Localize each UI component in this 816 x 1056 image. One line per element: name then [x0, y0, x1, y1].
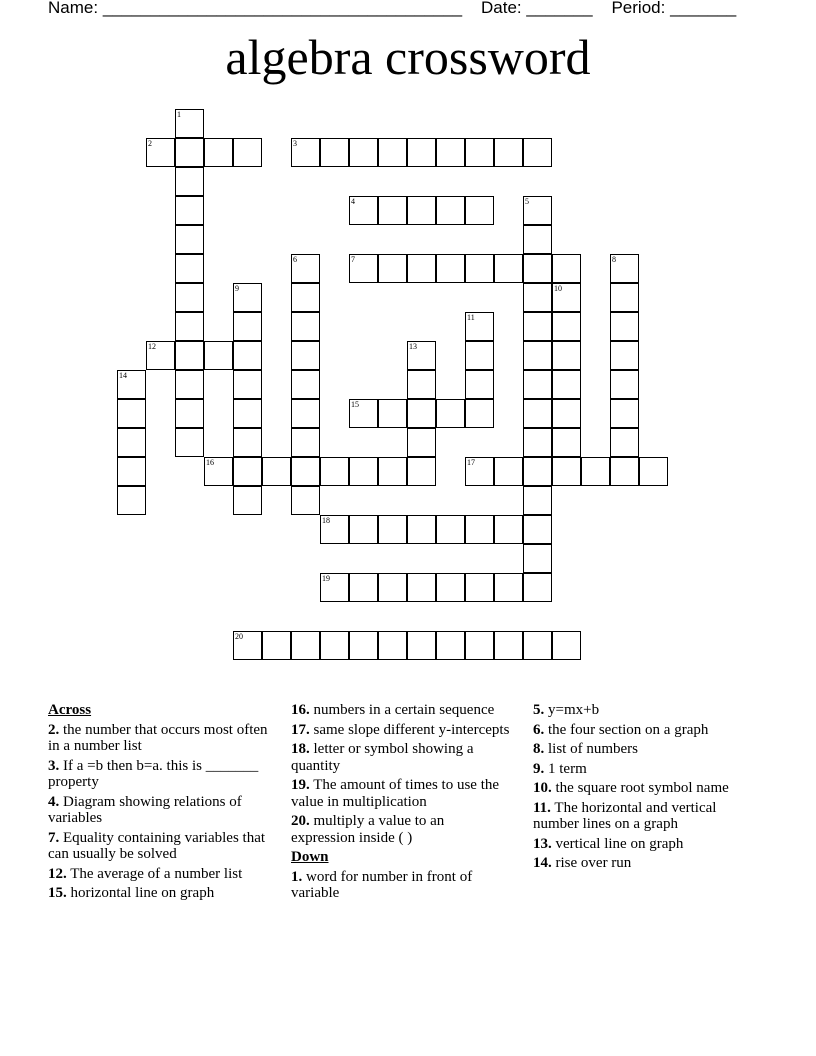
- clue-number: 8: [612, 255, 616, 264]
- clue-item-number: 7.: [48, 829, 60, 846]
- crossword-cell[interactable]: [349, 515, 378, 544]
- clue-item: [533, 800, 755, 833]
- crossword-cell[interactable]: [204, 457, 233, 486]
- clue-item-text: numbers in a certain sequence: [313, 702, 495, 718]
- clue-item-number: 2.: [48, 721, 60, 738]
- clue-item-text: If a =b then b=a. this is _______ property: [48, 757, 259, 790]
- crossword-cell[interactable]: [175, 109, 204, 138]
- clue-item: [48, 885, 268, 902]
- crossword-cell[interactable]: [523, 457, 552, 486]
- clue-number: 15: [351, 400, 359, 409]
- name-line[interactable]: ______________________________________: [102, 0, 463, 17]
- crossword-cell[interactable]: [291, 341, 320, 370]
- crossword-cell[interactable]: [465, 457, 494, 486]
- crossword-cell[interactable]: [291, 370, 320, 399]
- crossword-cell[interactable]: [465, 196, 494, 225]
- crossword-cell[interactable]: [146, 341, 175, 370]
- clue-item-text: vertical line on graph: [555, 835, 684, 852]
- clue-item: [48, 866, 268, 883]
- crossword-cell[interactable]: [610, 457, 639, 486]
- clue-item-number: 15.: [48, 885, 67, 901]
- crossword-cell[interactable]: [262, 631, 291, 660]
- crossword-cell[interactable]: [233, 457, 262, 486]
- clue-number: 2: [148, 139, 152, 148]
- clue-item-number: 13.: [533, 835, 552, 852]
- clue-item: [533, 836, 755, 853]
- crossword-cell[interactable]: [610, 254, 639, 283]
- crossword-cell[interactable]: [320, 631, 349, 660]
- crossword-cell[interactable]: [465, 631, 494, 660]
- crossword-cell[interactable]: [233, 631, 262, 660]
- crossword-cell[interactable]: [465, 399, 494, 428]
- crossword-cell[interactable]: [523, 312, 552, 341]
- clue-item: [533, 855, 755, 872]
- clue-item-text: Equality containing variables that can usually be solved: [48, 829, 266, 862]
- crossword-cell[interactable]: [465, 312, 494, 341]
- clue-item-text: the square root symbol name: [555, 780, 729, 796]
- crossword-cell[interactable]: [349, 254, 378, 283]
- crossword-cell[interactable]: [291, 486, 320, 515]
- crossword-cell[interactable]: [552, 428, 581, 457]
- crossword-cell[interactable]: [349, 196, 378, 225]
- clue-item: [48, 722, 268, 755]
- clue-item: [533, 702, 755, 719]
- crossword-cell[interactable]: [523, 283, 552, 312]
- crossword-cell[interactable]: [552, 370, 581, 399]
- crossword-cell[interactable]: [175, 254, 204, 283]
- crossword-cell[interactable]: [523, 225, 552, 254]
- across-heading: Across: [48, 702, 92, 718]
- crossword-cell[interactable]: [610, 399, 639, 428]
- crossword-cell[interactable]: [175, 225, 204, 254]
- page-title: algebra crossword: [225, 29, 591, 85]
- clue-item-number: 6.: [533, 721, 545, 738]
- clue-item: [291, 702, 511, 719]
- clue-number: 20: [235, 632, 243, 641]
- clue-item-text: the four section on a graph: [548, 721, 709, 738]
- crossword-cell[interactable]: [523, 399, 552, 428]
- crossword-cell[interactable]: [494, 573, 523, 602]
- crossword-cell[interactable]: [175, 283, 204, 312]
- crossword-cell[interactable]: [407, 254, 436, 283]
- crossword-cell[interactable]: [523, 544, 552, 573]
- crossword-cell[interactable]: [552, 254, 581, 283]
- crossword-cell[interactable]: [523, 486, 552, 515]
- crossword-cell[interactable]: [378, 631, 407, 660]
- crossword-cell[interactable]: [233, 486, 262, 515]
- clue-number: 17: [467, 458, 475, 467]
- crossword-cell[interactable]: [581, 457, 610, 486]
- crossword-cell[interactable]: [494, 457, 523, 486]
- crossword-cell[interactable]: [494, 631, 523, 660]
- clue-item-text: The average of a number list: [70, 865, 243, 882]
- clue-number: 14: [119, 371, 127, 380]
- date-label: Date:: [481, 0, 522, 17]
- clue-item-number: 16.: [291, 702, 310, 718]
- clue-number: 11: [467, 313, 475, 322]
- clue-number: 9: [235, 284, 239, 293]
- clue-number: 4: [351, 197, 355, 206]
- clue-item: [291, 813, 511, 846]
- clue-item-number: 3.: [48, 757, 60, 774]
- crossword-cell[interactable]: [233, 283, 262, 312]
- crossword-cell[interactable]: [523, 573, 552, 602]
- crossword-cell[interactable]: [523, 370, 552, 399]
- crossword-cell[interactable]: [175, 196, 204, 225]
- crossword-cell[interactable]: [320, 138, 349, 167]
- crossword-cell[interactable]: [494, 254, 523, 283]
- clue-number: 7: [351, 255, 355, 264]
- crossword-cell[interactable]: [523, 515, 552, 544]
- crossword-cell[interactable]: [407, 457, 436, 486]
- crossword-cell[interactable]: [407, 341, 436, 370]
- clue-item-number: 5.: [533, 702, 545, 718]
- crossword-cell[interactable]: [552, 457, 581, 486]
- crossword-cell[interactable]: [552, 341, 581, 370]
- clue-item: [48, 830, 268, 863]
- clue-item-number: 12.: [48, 865, 67, 882]
- clue-item: [291, 722, 511, 739]
- clue-item-number: 20.: [291, 813, 310, 829]
- clue-item: [48, 794, 268, 827]
- crossword-cell[interactable]: [204, 341, 233, 370]
- clue-column-2: [291, 702, 511, 905]
- crossword-cell[interactable]: [436, 138, 465, 167]
- crossword-cell[interactable]: [436, 196, 465, 225]
- clue-item-text: the number that occurs most often in a number list: [48, 721, 268, 754]
- clue-item-text: The horizontal and vertical number lines on a graph: [533, 799, 717, 832]
- clue-item-number: 8.: [533, 741, 545, 757]
- crossword-cell[interactable]: [349, 457, 378, 486]
- crossword-cell[interactable]: [407, 428, 436, 457]
- crossword-cell[interactable]: [291, 254, 320, 283]
- crossword-cell[interactable]: [436, 515, 465, 544]
- crossword-cell[interactable]: [610, 428, 639, 457]
- crossword-cell[interactable]: [494, 515, 523, 544]
- clue-item: [533, 722, 755, 739]
- crossword-cell[interactable]: [175, 428, 204, 457]
- crossword-cell[interactable]: [378, 573, 407, 602]
- crossword-cell[interactable]: [117, 370, 146, 399]
- crossword-cell[interactable]: [523, 428, 552, 457]
- crossword-cell[interactable]: [639, 457, 668, 486]
- crossword-cell[interactable]: [175, 399, 204, 428]
- crossword-cell[interactable]: [117, 486, 146, 515]
- clue-item: [48, 758, 268, 791]
- clue-item-text: letter or symbol showing a quantity: [291, 741, 474, 774]
- crossword-cell[interactable]: [175, 370, 204, 399]
- crossword-cell[interactable]: [233, 370, 262, 399]
- crossword-cell[interactable]: [465, 341, 494, 370]
- clue-item-text: 1 term: [548, 760, 587, 777]
- crossword-cell[interactable]: [465, 138, 494, 167]
- crossword-cell[interactable]: [378, 254, 407, 283]
- crossword-cell[interactable]: [291, 631, 320, 660]
- crossword-cell[interactable]: [378, 399, 407, 428]
- crossword-cell[interactable]: [523, 196, 552, 225]
- crossword-cell[interactable]: [523, 341, 552, 370]
- crossword-cell[interactable]: [320, 457, 349, 486]
- crossword-cell[interactable]: [523, 631, 552, 660]
- clue-number: 5: [525, 197, 529, 206]
- clue-number: 1: [177, 110, 181, 119]
- clue-item: [291, 741, 511, 774]
- crossword-cell[interactable]: [117, 399, 146, 428]
- clue-item-number: 17.: [291, 721, 310, 738]
- clue-number: 13: [409, 342, 417, 351]
- crossword-cell[interactable]: [175, 167, 204, 196]
- clue-item-number: 4.: [48, 793, 60, 810]
- crossword-cell[interactable]: [407, 370, 436, 399]
- crossword-cell[interactable]: [436, 573, 465, 602]
- clue-number: 3: [293, 139, 297, 148]
- crossword-cell[interactable]: [610, 370, 639, 399]
- crossword-cell[interactable]: [436, 254, 465, 283]
- crossword-cell[interactable]: [523, 254, 552, 283]
- crossword-cell[interactable]: [320, 573, 349, 602]
- crossword-cell[interactable]: [610, 283, 639, 312]
- crossword-cell[interactable]: [146, 138, 175, 167]
- crossword-cell[interactable]: [233, 341, 262, 370]
- crossword-cell[interactable]: [552, 631, 581, 660]
- crossword-cell[interactable]: [378, 457, 407, 486]
- clue-item-number: 14.: [533, 855, 552, 871]
- crossword-cell[interactable]: [175, 138, 204, 167]
- clue-item-number: 10.: [533, 780, 552, 796]
- period-label: Period:: [611, 0, 666, 17]
- crossword-cell[interactable]: [465, 573, 494, 602]
- crossword-cell[interactable]: [552, 399, 581, 428]
- crossword-cell[interactable]: [291, 283, 320, 312]
- crossword-cell[interactable]: [175, 341, 204, 370]
- clue-item-text: rise over run: [555, 855, 632, 871]
- crossword-cell[interactable]: [349, 399, 378, 428]
- crossword-cell[interactable]: [465, 515, 494, 544]
- crossword-cell[interactable]: [436, 631, 465, 660]
- clue-number: 6: [293, 255, 297, 264]
- clue-column-1: [48, 702, 268, 905]
- crossword-cell[interactable]: [465, 254, 494, 283]
- clue-number: 16: [206, 458, 214, 467]
- crossword-cell[interactable]: [494, 138, 523, 167]
- crossword-cell[interactable]: [349, 573, 378, 602]
- crossword-cell[interactable]: [552, 283, 581, 312]
- clue-item-text: y=mx+b: [548, 702, 600, 718]
- crossword-cell[interactable]: [117, 428, 146, 457]
- crossword-cell[interactable]: [407, 515, 436, 544]
- clue-item-text: word for number in front of variable: [291, 868, 473, 901]
- clue-item: [291, 777, 511, 810]
- clue-item-text: horizontal line on graph: [70, 885, 215, 901]
- clue-number: 10: [554, 284, 562, 293]
- crossword-cell[interactable]: [378, 515, 407, 544]
- down-heading: Down: [291, 849, 329, 865]
- clue-item: [533, 741, 755, 758]
- crossword-cell[interactable]: [233, 428, 262, 457]
- crossword-cell[interactable]: [175, 312, 204, 341]
- clue-item-text: Diagram showing relations of variables: [48, 793, 242, 826]
- crossword-cell[interactable]: [378, 138, 407, 167]
- crossword-cell[interactable]: [407, 399, 436, 428]
- crossword-cell[interactable]: [291, 138, 320, 167]
- crossword-cell[interactable]: [349, 138, 378, 167]
- crossword-cell[interactable]: [552, 312, 581, 341]
- clue-item-number: 9.: [533, 760, 545, 777]
- crossword-cell[interactable]: [407, 138, 436, 167]
- clue-number: 19: [322, 574, 330, 583]
- clue-column-3: [533, 702, 755, 875]
- crossword-cell[interactable]: [233, 138, 262, 167]
- date-line[interactable]: _______: [526, 0, 593, 17]
- clue-item-text: The amount of times to use the value in multiplication: [291, 777, 500, 810]
- name-label: Name:: [48, 0, 99, 17]
- crossword-cell[interactable]: [349, 631, 378, 660]
- clue-item-number: 1.: [291, 868, 303, 885]
- crossword-cell[interactable]: [291, 312, 320, 341]
- clue-number: 18: [322, 516, 330, 525]
- crossword-cell[interactable]: [233, 312, 262, 341]
- clue-number: 12: [148, 342, 156, 351]
- crossword-cell[interactable]: [407, 573, 436, 602]
- clue-item-text: list of numbers: [548, 741, 638, 757]
- clue-item-number: 11.: [533, 799, 551, 816]
- crossword-cell[interactable]: [610, 312, 639, 341]
- crossword-cell[interactable]: [610, 341, 639, 370]
- crossword-cell[interactable]: [291, 399, 320, 428]
- crossword-cell[interactable]: [378, 196, 407, 225]
- crossword-cell[interactable]: [233, 399, 262, 428]
- crossword-cell[interactable]: [204, 138, 233, 167]
- crossword-cell[interactable]: [291, 457, 320, 486]
- crossword-cell[interactable]: [291, 428, 320, 457]
- clue-item: [533, 780, 755, 797]
- crossword-cell[interactable]: [320, 515, 349, 544]
- crossword-cell[interactable]: [407, 631, 436, 660]
- clue-item-number: 18.: [291, 741, 310, 757]
- crossword-cell[interactable]: [117, 457, 146, 486]
- clue-item: [533, 761, 755, 778]
- clue-item-text: multiply a value to an expression inside ( ): [291, 813, 445, 846]
- clue-item-text: same slope different y-intercepts: [313, 721, 510, 738]
- period-line[interactable]: _______: [670, 0, 737, 17]
- crossword-cell[interactable]: [436, 399, 465, 428]
- clue-item: [291, 869, 511, 902]
- clue-item-number: 19.: [291, 777, 310, 793]
- crossword-cell[interactable]: [465, 370, 494, 399]
- crossword-cell[interactable]: [262, 457, 291, 486]
- crossword-cell[interactable]: [523, 138, 552, 167]
- crossword-cell[interactable]: [407, 196, 436, 225]
